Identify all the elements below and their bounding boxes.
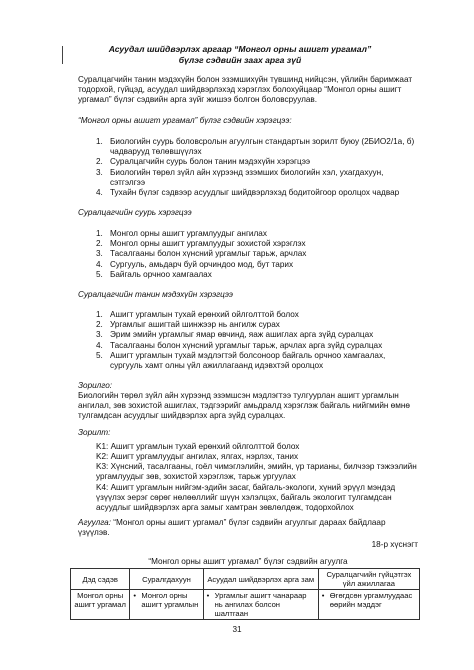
list-item: 5. Байгаль орчноо хамгаалах [96, 269, 212, 279]
list-item: 4. Тасалгааны болон хүнсний ургамлыг тарьж, арчлах арга зүйд суралцах [96, 340, 383, 350]
list-item: 2. Суралцагчийн суурь болон танин мэдэхүйн хэрэгцээ [96, 157, 311, 167]
list-item: 1. Монгол орны ашигт ургамлуудыг ангилах [96, 229, 267, 238]
basic-needs-list [96, 229, 418, 280]
requirements-heading: “Монгол орны ашигт ургамал” бүлэг сэдвийн хэрэгцээ: [78, 116, 292, 125]
bullet-icon: • [133, 591, 136, 600]
objective-k1: K1: Ашигт ургамлын тухай ерөнхий ойлголттой болох [96, 442, 300, 451]
table-cell: • Ургамлыг ашигт чанараар нь ангилах болсон шалтгаан [203, 590, 318, 620]
goal-paragraph: Биологийн төрөл зүйл айн хүрээнд эзэмшсэн мэдлэгтээ тулгуурлан ашигт ургамлын ангилал, зөв зохистой ашиглах, тэдгээрийг амьдралд хэрэглэж байгаль нийгмийн өмнө тулгамдсан асуудлыг шийдвэрлэх арга зүйд суралцах. [78, 391, 410, 421]
bullet-icon: • [321, 591, 325, 600]
table-header: Суралцагчийн гүйцэтгэх үйл ажиллагаа [318, 569, 419, 590]
table-row [71, 590, 420, 620]
content-paragraph [78, 518, 418, 538]
objective-k3: K3: Хүнсний, тасалгааны, гоёл чимэглэлийн, эмийн, үр тарианы, билчээр тэжээлийн ургамлуудыг зөв, зохистой хэрэглэж, тарьж ургуулах [96, 462, 417, 482]
title-line-1: Асуудал шийдвэрлэх аргаар “Монгол орны ашигт ургамал” [108, 44, 372, 54]
basic-needs-heading: Суралцагчийн суурь хэрэгцээ [78, 208, 192, 217]
title-line-2: бүлэг сэдвийн заах арга зүй [178, 55, 302, 65]
list-item: 2. Монгол орны ашигт ургамлуудыг зохистой хэрэглэх [96, 239, 306, 249]
table-header: Суралгдахуун [130, 569, 203, 590]
table-cell: • Монгол орны ашигт ургамлын [130, 590, 203, 620]
list-item: 5. Ашигт ургамлын тухай мэдлэгтэй болсоноор байгаль орчноо хамгаалах, сургууль хамт олны үйл ажиллагаанд идэвхтэй оролцох [96, 350, 386, 371]
goal-heading: Зорилго: [78, 381, 113, 390]
content-label: Агуулга: [78, 518, 111, 527]
table-cell: • Өгөгдсөн ургамлуудаас өөрийн мэддэг [318, 590, 419, 620]
table-header-row [71, 569, 420, 590]
objective-k4: K4: Ашигт ургамлын нийгэм-эдийн засаг, байгаль-экологи, хүний эрүүл мэндэд үзүүлэх эерэг сөрөг нөлөөллийг шүүн хэлэлцэх, байгаль экологит тулгамдсан асуудлыг шийдвэрлэх арга замыг хамтран зөвлөлдөж, тодорхойлох [96, 483, 396, 513]
list-item: 4. Тухайн бүлэг сэдвээр асуудлыг шийдвэрлэхэд бодитойгоор оролцох чадвар [96, 188, 400, 198]
content-table [70, 568, 420, 620]
table-cell: Монгол орны ашигт ургамал [71, 590, 130, 620]
table-header: Асуудал шийдвэрлэх арга зам [203, 569, 318, 590]
content-text: “Монгол орны ашигт ургамал” бүлэг сэдвийн агуулгыг дараах байдлаар үзүүлэв. [78, 518, 386, 538]
list-item: 4. Сургууль, амьдарч буй орчиндоо мод, бут тарих [96, 259, 294, 269]
list-item: 2. Ургамлыг ашигтай шинжээр нь ангилж сурах [96, 320, 280, 330]
cognitive-needs-heading: Суралцагчийн танин мэдэхүйн хэрэгцээ [78, 290, 233, 299]
page-number: 31 [232, 625, 242, 634]
list-item: 3. Тасалгааны болон хүнсний ургамлыг тарьж, арчлах [96, 249, 307, 259]
list-item: 3. Биологийн төрөл зүйл айн хүрээнд эзэмших биологийн хэл, ухагдахуун, сэтгэлгээ [96, 167, 384, 187]
intro-paragraph: Суралцагчийн танин мэдэхүйн болон эзэмшихүйн түвшинд нийцсэн, үйлийн баримжаат тодорхой, гүйцэд, асуудал шийдвэрлэхэд хэрэглэх болохуйцаар “Монгол орны ашигт ургамал” бүлэг сэдвийн арга зүйг жишээ болгон боловсруулав. [78, 75, 413, 105]
list-item: 1. Биологийн суурь боловсролын агуулгын стандартын зорилт буюу (2БИО2/1а, б) чадварууд төлөвшүүлэх [96, 137, 415, 157]
table-number: 18-р хүснэгт [371, 540, 418, 549]
bullet-icon: • [206, 591, 210, 600]
table-header: Дэд сэдэв [71, 569, 130, 590]
list-item: 3. Эрим эмийн ургамлыг ямар өвчинд, яаж ашиглах арга зүйд суралцах [96, 330, 374, 340]
cognitive-needs-list [96, 310, 418, 371]
requirements-list [96, 137, 418, 198]
objectives-heading: Зорилт: [78, 428, 111, 437]
table-caption: “Монгол орны ашигт ургамал” бүлэг сэдвийн агуулга [148, 557, 348, 566]
objective-k2: K2: Ашигт ургамлуудыг ангилах, ялгах, нэрлэх, таних [96, 452, 299, 461]
list-item: 1. Ашигт ургамлын тухай ерөнхий ойлголттой болох [96, 310, 299, 319]
